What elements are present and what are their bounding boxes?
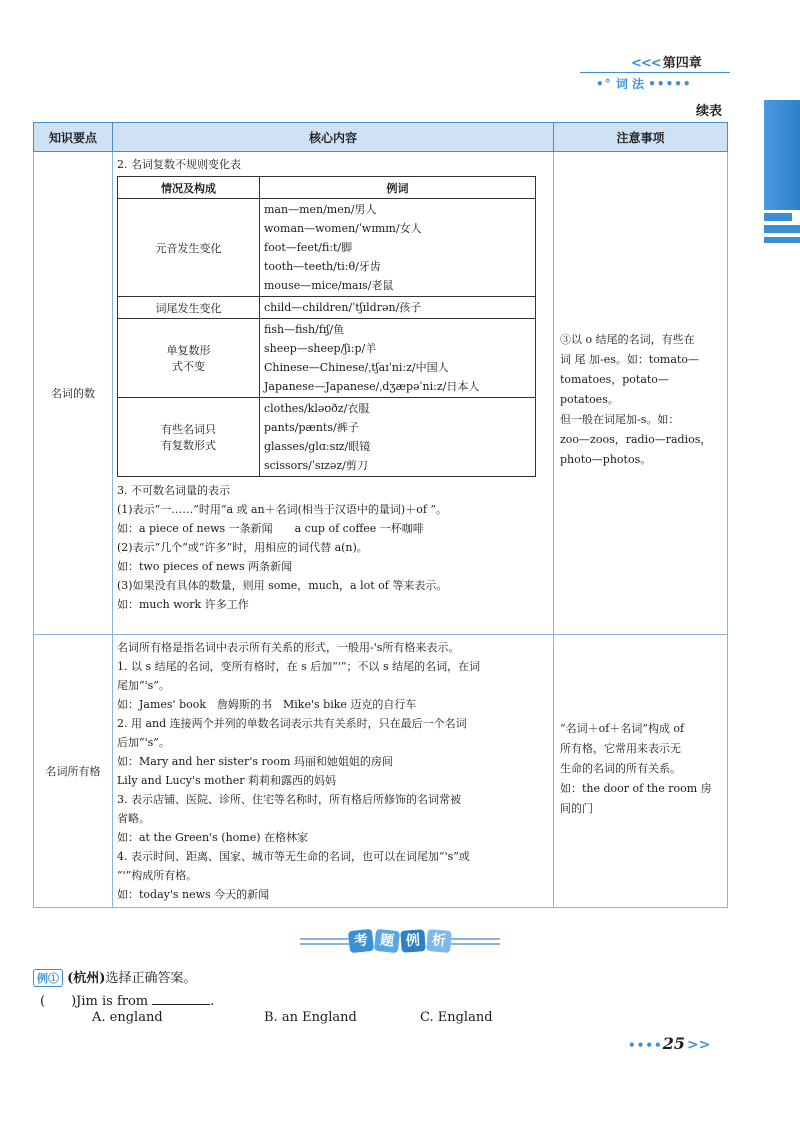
- example-source: (杭州): [67, 971, 106, 986]
- chapter-header: [631, 52, 702, 71]
- text-line: 如：much work 许多工作: [117, 598, 249, 611]
- dots-icon: •••••: [648, 77, 692, 91]
- note-line: 生命的名词的所有关系。: [560, 762, 681, 775]
- example-word: foot—feet/fiːt/脚: [264, 241, 353, 254]
- note-line: 所有格，它常用来表示无: [560, 742, 681, 755]
- column-header: 注意事项: [554, 123, 728, 152]
- condition-cell: 单复数形 式不变: [118, 319, 260, 398]
- note-text: [560, 330, 721, 470]
- header-divider: [580, 72, 730, 73]
- example-heading: [33, 967, 196, 987]
- example-word: pants/pænts/裤子: [264, 421, 359, 434]
- text-line: 尾加“'s”。: [117, 679, 170, 692]
- side-tab-decoration: [764, 100, 800, 210]
- note-line: tomatoes，potato—potatoes。: [560, 373, 669, 406]
- banner-title: [340, 930, 460, 952]
- side-stripe-decoration: [764, 213, 792, 221]
- note-line: 如：the door of the room 房: [560, 782, 712, 795]
- option-a[interactable]: A. england: [92, 1010, 163, 1025]
- text-line: 2. 用 and 连接两个并列的单数名词表示共有关系时，只在最后一个名词: [117, 717, 467, 730]
- inner-column-header: 情况及构成: [118, 177, 260, 199]
- note-text: [560, 719, 721, 819]
- text-line: (2)表示“几个”或“许多”时，用相应的词代替 a(n)。: [117, 541, 368, 554]
- inner-row: [118, 199, 536, 297]
- example-word: Chinese—Chinese/ˌtʃaɪˈniːz/中国人: [264, 361, 449, 374]
- dots-icon: •°: [596, 77, 612, 91]
- example-word: man—men/men/男人: [264, 203, 377, 216]
- column-header: 知识要点: [34, 123, 113, 152]
- text-line: 后加“'s”。: [117, 736, 170, 749]
- section-subtitle: [596, 75, 692, 92]
- text-line: 如：at the Green's (home) 在格林家: [117, 831, 309, 844]
- table-row: [34, 635, 728, 908]
- example-word: clothes/kləʊðz/衣服: [264, 402, 370, 415]
- text-line: 3. 表示店铺、医院、诊所、住宅等名称时，所有格后所修饰的名词常被: [117, 793, 461, 806]
- question-line: [40, 990, 214, 1009]
- side-stripe-decoration: [764, 237, 800, 243]
- example-word: Japanese—Japanese/ˌdʒæpəˈniːz/日本人: [264, 380, 480, 393]
- example-word: glasses/glɑːsɪz/眼镜: [264, 440, 371, 453]
- text-line: 如：two pieces of news 两条新闻: [117, 560, 293, 573]
- side-stripe-decoration: [764, 225, 800, 233]
- condition-cell: 词尾发生变化: [118, 297, 260, 319]
- example-word: scissors/ˈsɪzəz/剪刀: [264, 459, 368, 472]
- example-word: woman—women/ˈwɪmɪn/女人: [264, 222, 422, 235]
- option-b[interactable]: B. an England: [264, 1010, 357, 1025]
- text-line: 3. 不可数名词量的表示: [117, 484, 230, 497]
- note-line: zoo—zoos，radio—radios，: [560, 433, 712, 446]
- text-line: 省略。: [117, 812, 150, 825]
- example-word: fish—fish/fɪʃ/鱼: [264, 323, 345, 336]
- text-line: 如：today's news 今天的新闻: [117, 888, 270, 901]
- note-line: 间的门: [560, 802, 593, 815]
- text-line: 1. 以 s 结尾的名词，变所有格时，在 s 后加“'”；不以 s 结尾的名词，在词: [117, 660, 481, 673]
- note-line: 但一般在词尾加-s。如：: [560, 413, 680, 426]
- content-cell: [113, 152, 554, 635]
- inner-column-header: 例词: [260, 177, 536, 199]
- example-tag: 例①: [33, 969, 63, 987]
- chevron-left-icon: <<<: [631, 56, 661, 71]
- option-c[interactable]: C. England: [420, 1010, 493, 1025]
- example-word: sheep—sheep/ʃiːp/羊: [264, 342, 377, 355]
- page-number: [628, 1034, 710, 1053]
- condition-cell: 有些名词只 有复数形式: [118, 398, 260, 477]
- chevron-right-icon: >>: [686, 1037, 711, 1053]
- example-word: mouse—mice/maɪs/老鼠: [264, 279, 394, 292]
- example-word: child—children/ˈtʃɪldrən/孩子: [264, 301, 422, 314]
- text-line: 4. 表示时间、距离、国家、城市等无生命的名词，也可以在词尾加“'s”或: [117, 850, 470, 863]
- text-line: 名词所有格是指名词中表示所有关系的形式，一般用-'s所有格来表示。: [117, 641, 460, 654]
- text-line: (3)如果没有具体的数量，则用 some，much，a lot of 等来表示。: [117, 579, 448, 592]
- column-header: 核心内容: [113, 123, 554, 152]
- question-end: .: [210, 994, 215, 1009]
- banner-char: 析: [426, 929, 452, 953]
- note-cell: [554, 152, 728, 635]
- banner-char: 考: [348, 929, 374, 953]
- banner-char: 题: [374, 929, 400, 953]
- example-cell: [260, 297, 536, 319]
- inner-header-row: [118, 177, 536, 199]
- continued-label: 续表: [696, 104, 723, 119]
- answer-paren[interactable]: ( ): [40, 994, 77, 1009]
- subtitle-text: 词 法: [615, 77, 645, 91]
- note-line: photo—photos。: [560, 453, 652, 466]
- example-instruction: 选择正确答案。: [105, 971, 197, 986]
- inner-row: [118, 319, 536, 398]
- page-number-value: 25: [662, 1034, 685, 1053]
- content-cell: [113, 635, 554, 908]
- example-cell: [260, 319, 536, 398]
- banner-char: 例: [400, 929, 425, 953]
- exam-analysis-banner: [300, 930, 500, 956]
- irregular-plural-table: [117, 176, 536, 477]
- chapter-title: 第四章: [662, 56, 702, 71]
- text-line: (1)表示“一……”时用“a 或 an＋名词(相当于汉语中的量词)＋of ”。: [117, 503, 448, 516]
- example-cell: [260, 398, 536, 477]
- dots-icon: ••••: [628, 1038, 663, 1052]
- answer-blank[interactable]: [152, 992, 210, 1005]
- text-line: 如：Mary and her sister's room 玛丽和她姐姐的房间: [117, 755, 393, 768]
- table-row: [34, 152, 728, 635]
- note-line: 词 尾 加-es。如：tomato—: [560, 353, 699, 366]
- inner-row: [118, 297, 536, 319]
- example-cell: [260, 199, 536, 297]
- text-line: 如：a piece of news 一条新闻 a cup of coffee 一杯咖啡: [117, 522, 424, 535]
- knowledge-table: [33, 122, 728, 908]
- note-line: ③以 o 结尾的名词，有些在: [560, 333, 695, 346]
- topic-cell: 名词所有格: [34, 635, 113, 908]
- inner-row: [118, 398, 536, 477]
- note-cell: [554, 635, 728, 908]
- section-title: 2. 名词复数不规则变化表: [117, 158, 241, 171]
- topic-cell: 名词的数: [34, 152, 113, 635]
- table-header-row: [34, 123, 728, 152]
- text-line: Lily and Lucy's mother 莉莉和露西的妈妈: [117, 774, 336, 787]
- condition-cell: 元音发生变化: [118, 199, 260, 297]
- text-line: 如：James' book 詹姆斯的书 Mike's bike 迈克的自行车: [117, 698, 417, 711]
- text-line: “'”构成所有格。: [117, 869, 198, 882]
- question-text: Jim is from: [76, 994, 149, 1009]
- note-line: “名词＋of＋名词”构成 of: [560, 722, 685, 735]
- example-word: tooth—teeth/tiːθ/牙齿: [264, 260, 381, 273]
